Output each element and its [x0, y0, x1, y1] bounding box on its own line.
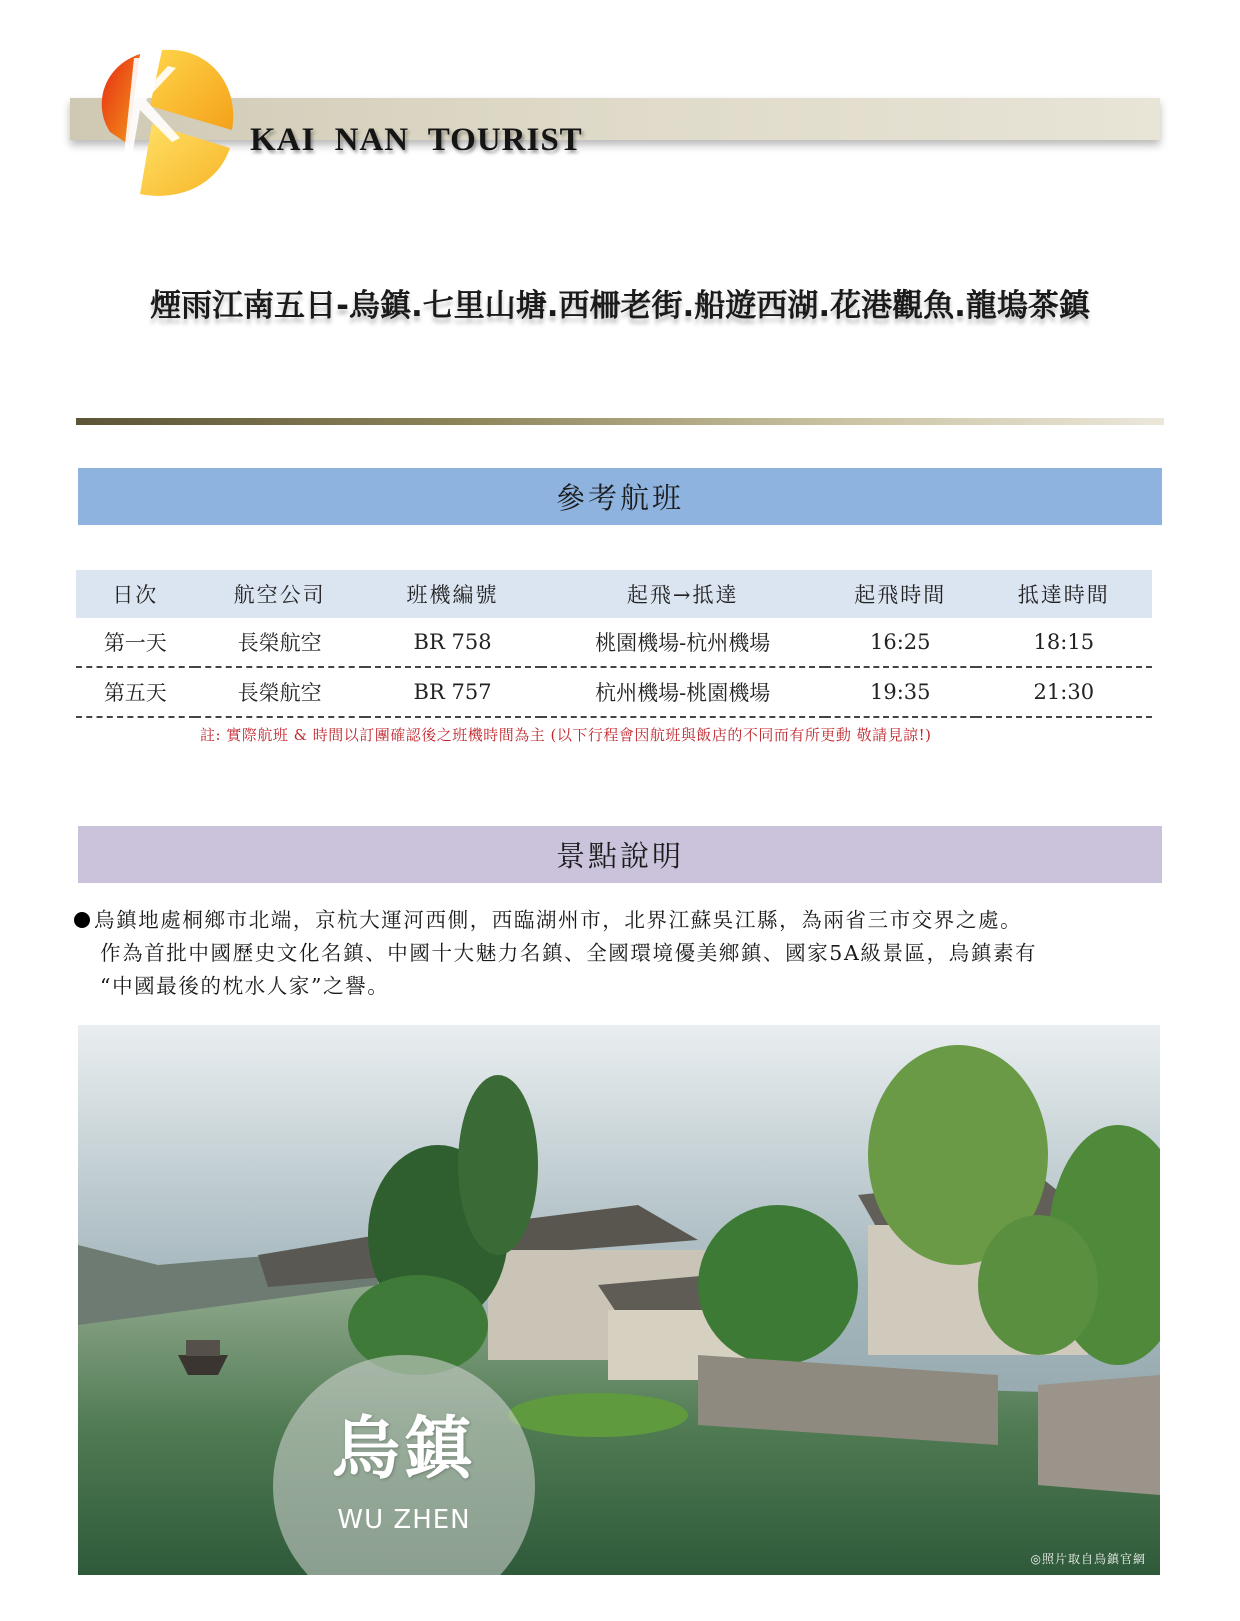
col-day: 日次 — [76, 570, 195, 618]
description-line: 作為首批中國歷史文化名鎮、中國十大魅力名鎮、全國環境優美鄉鎮、國家5A級景區，烏鎮素有 — [100, 941, 1038, 965]
wuzhen-photo — [78, 1025, 1160, 1575]
photo-credit: ◎照片取自烏鎮官網 — [1030, 1552, 1146, 1566]
description-line: “中國最後的枕水人家”之譽。 — [100, 974, 390, 998]
cell-flight-no: BR 757 — [365, 667, 541, 717]
cell-day: 第一天 — [76, 618, 195, 667]
cell-airline: 長榮航空 — [195, 667, 365, 717]
badge-title: 烏鎮 — [331, 1409, 476, 1489]
cell-airline: 長榮航空 — [195, 618, 365, 667]
badge-subtitle: WU ZHEN — [337, 1505, 471, 1535]
cell-day: 第五天 — [76, 667, 195, 717]
cell-departure: 19:35 — [825, 667, 976, 717]
spot-description — [74, 904, 1164, 1003]
flight-table — [76, 570, 1152, 718]
table-row — [76, 667, 1152, 717]
kai-nan-logo — [80, 44, 250, 204]
cell-arrival: 21:30 — [976, 667, 1152, 717]
cell-route: 桃園機場-杭州機場 — [541, 618, 825, 667]
tour-title: 煙雨江南五日-烏鎮.七里山塘.西柵老街.船遊西湖.花港觀魚.龍塢茶鎮 — [150, 288, 1090, 324]
description-text: 烏鎮地處桐鄉市北端，京杭大運河西側，西臨湖州市，北界江蘇吳江縣，為兩省三市交界之處。 — [94, 908, 1023, 932]
col-flight-no: 班機編號 — [365, 570, 541, 618]
col-departure: 起飛時間 — [825, 570, 976, 618]
flight-note: 註: 實際航班 & 時間以訂團確認後之班機時間為主 (以下行程會因航班與飯店的不同而有所更動 敬請見諒!) — [200, 726, 932, 744]
brand-name: KAI NAN TOURIST — [250, 122, 583, 158]
cell-departure: 16:25 — [825, 618, 976, 667]
spots-heading: 景點說明 — [78, 826, 1162, 883]
table-row — [76, 618, 1152, 667]
cell-flight-no: BR 758 — [365, 618, 541, 667]
description-line — [74, 904, 1164, 937]
col-route: 起飛→抵達 — [541, 570, 825, 618]
flight-table-header — [76, 570, 1152, 618]
cell-route: 杭州機場-桃園機場 — [541, 667, 825, 717]
wuzhen-scene — [78, 1025, 1160, 1575]
col-airline: 航空公司 — [195, 570, 365, 618]
divider — [76, 418, 1164, 425]
flights-heading: 參考航班 — [78, 468, 1162, 525]
col-arrival: 抵達時間 — [976, 570, 1152, 618]
bullet-icon — [74, 912, 90, 928]
cell-arrival: 18:15 — [976, 618, 1152, 667]
